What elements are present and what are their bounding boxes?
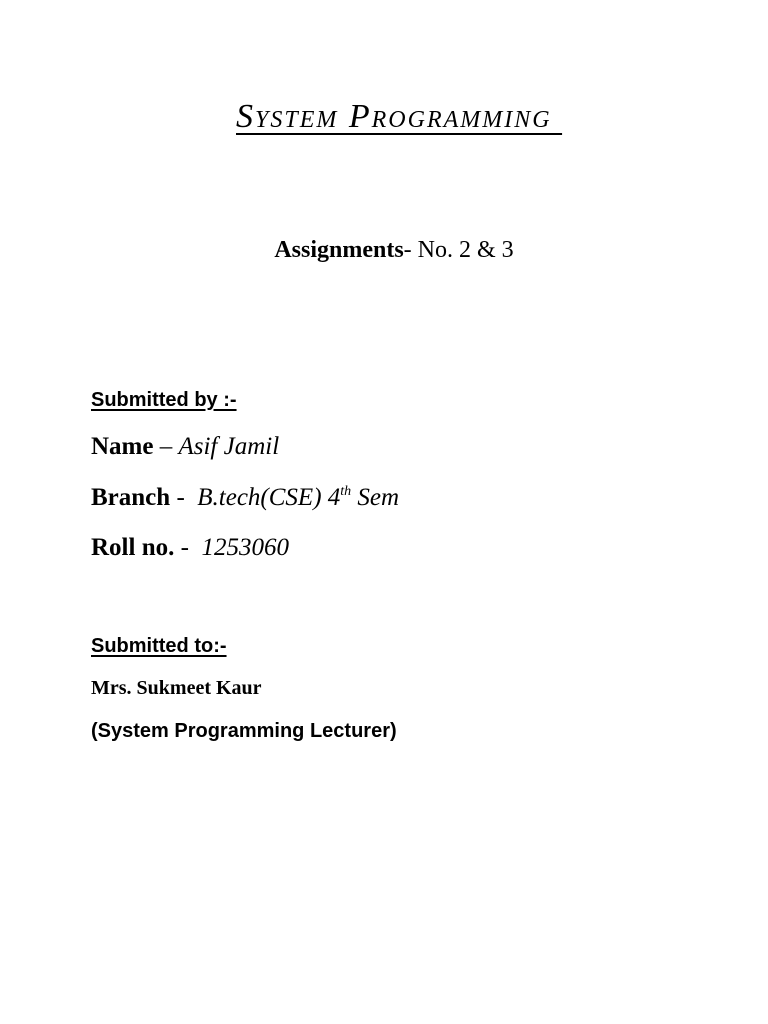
submitted-by-label: Submitted by :- [91,389,237,411]
name-label: Name [91,433,154,460]
name-value: Asif Jamil [178,433,280,460]
branch-value-superscript: th [340,484,352,499]
page-title: System Programming [236,98,563,135]
branch-value-tail: Sem [351,484,400,511]
roll-no-label: Roll no. [91,534,175,561]
roll-no-separator: - [174,534,202,561]
subtitle-rest: - No. 2 & 3 [403,237,514,263]
subtitle-bold-part: Assignments [274,237,404,263]
name-row [91,434,279,459]
assignment-subtitle [0,236,768,265]
name-separator: – [153,433,179,460]
branch-value: B.tech(CSE) 4 [197,484,341,511]
branch-row [91,485,399,510]
lecturer-role: (System Programming Lecturer) [91,720,397,742]
roll-no-row [91,535,289,560]
submitted-to-label: Submitted to:- [91,635,227,657]
branch-separator: - [170,484,198,511]
roll-no-value: 1253060 [201,534,289,561]
branch-label: Branch [91,484,171,511]
lecturer-name: Mrs. Sukmeet Kaur [91,677,262,699]
